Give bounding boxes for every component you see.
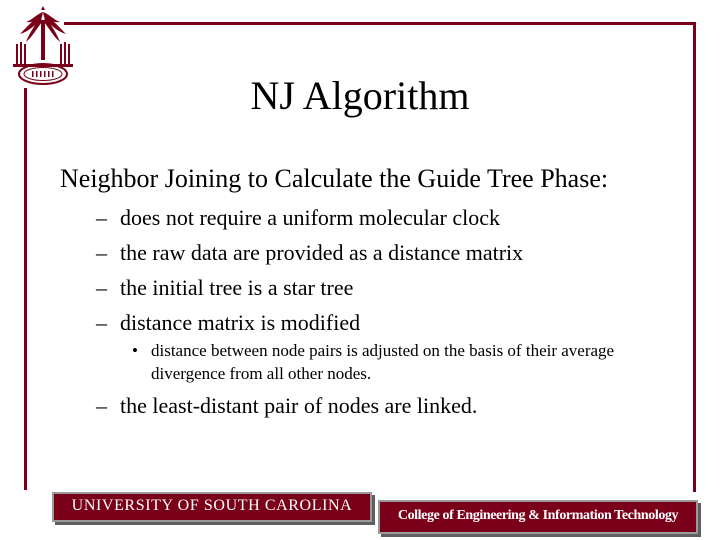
dash-marker: – — [96, 310, 107, 335]
sub-bullet — [132, 339, 671, 385]
university-name: UNIVERSITY OF SOUTH CAROLINA — [71, 497, 353, 514]
bullet-text: the raw data are provided as a distance matrix — [120, 240, 524, 265]
bullet-text: does not require a uniform molecular clock — [120, 205, 500, 230]
final-bullet-text: the least-distant pair of nodes are linked. — [120, 393, 478, 418]
dash-marker: – — [96, 240, 107, 265]
slide-title: NJ Algorithm — [250, 73, 470, 118]
bullet-list — [96, 200, 523, 340]
slide-heading: Neighbor Joining to Calculate the Guide Tree Phase: — [60, 164, 609, 193]
dash-marker: – — [96, 275, 107, 300]
list-item — [96, 305, 523, 340]
list-item — [96, 270, 523, 305]
bullet-dot-marker: • — [132, 341, 138, 360]
dash-marker: – — [96, 205, 107, 230]
bullet-text: distance matrix is modified — [120, 310, 361, 335]
slide-frame-top — [64, 22, 696, 25]
sub-bullet-text: distance between node pairs is adjusted on the basis of their average divergence from all other nodes. — [151, 341, 615, 383]
college-name: College of Engineering & Information Technology — [397, 508, 679, 523]
list-item — [96, 200, 523, 235]
college-banner — [378, 500, 698, 534]
list-item — [96, 235, 523, 270]
final-bullet — [96, 390, 477, 422]
university-banner — [52, 492, 372, 522]
dash-marker: – — [96, 393, 107, 418]
slide-frame-left — [24, 88, 27, 490]
bullet-text: the initial tree is a star tree — [120, 275, 354, 300]
